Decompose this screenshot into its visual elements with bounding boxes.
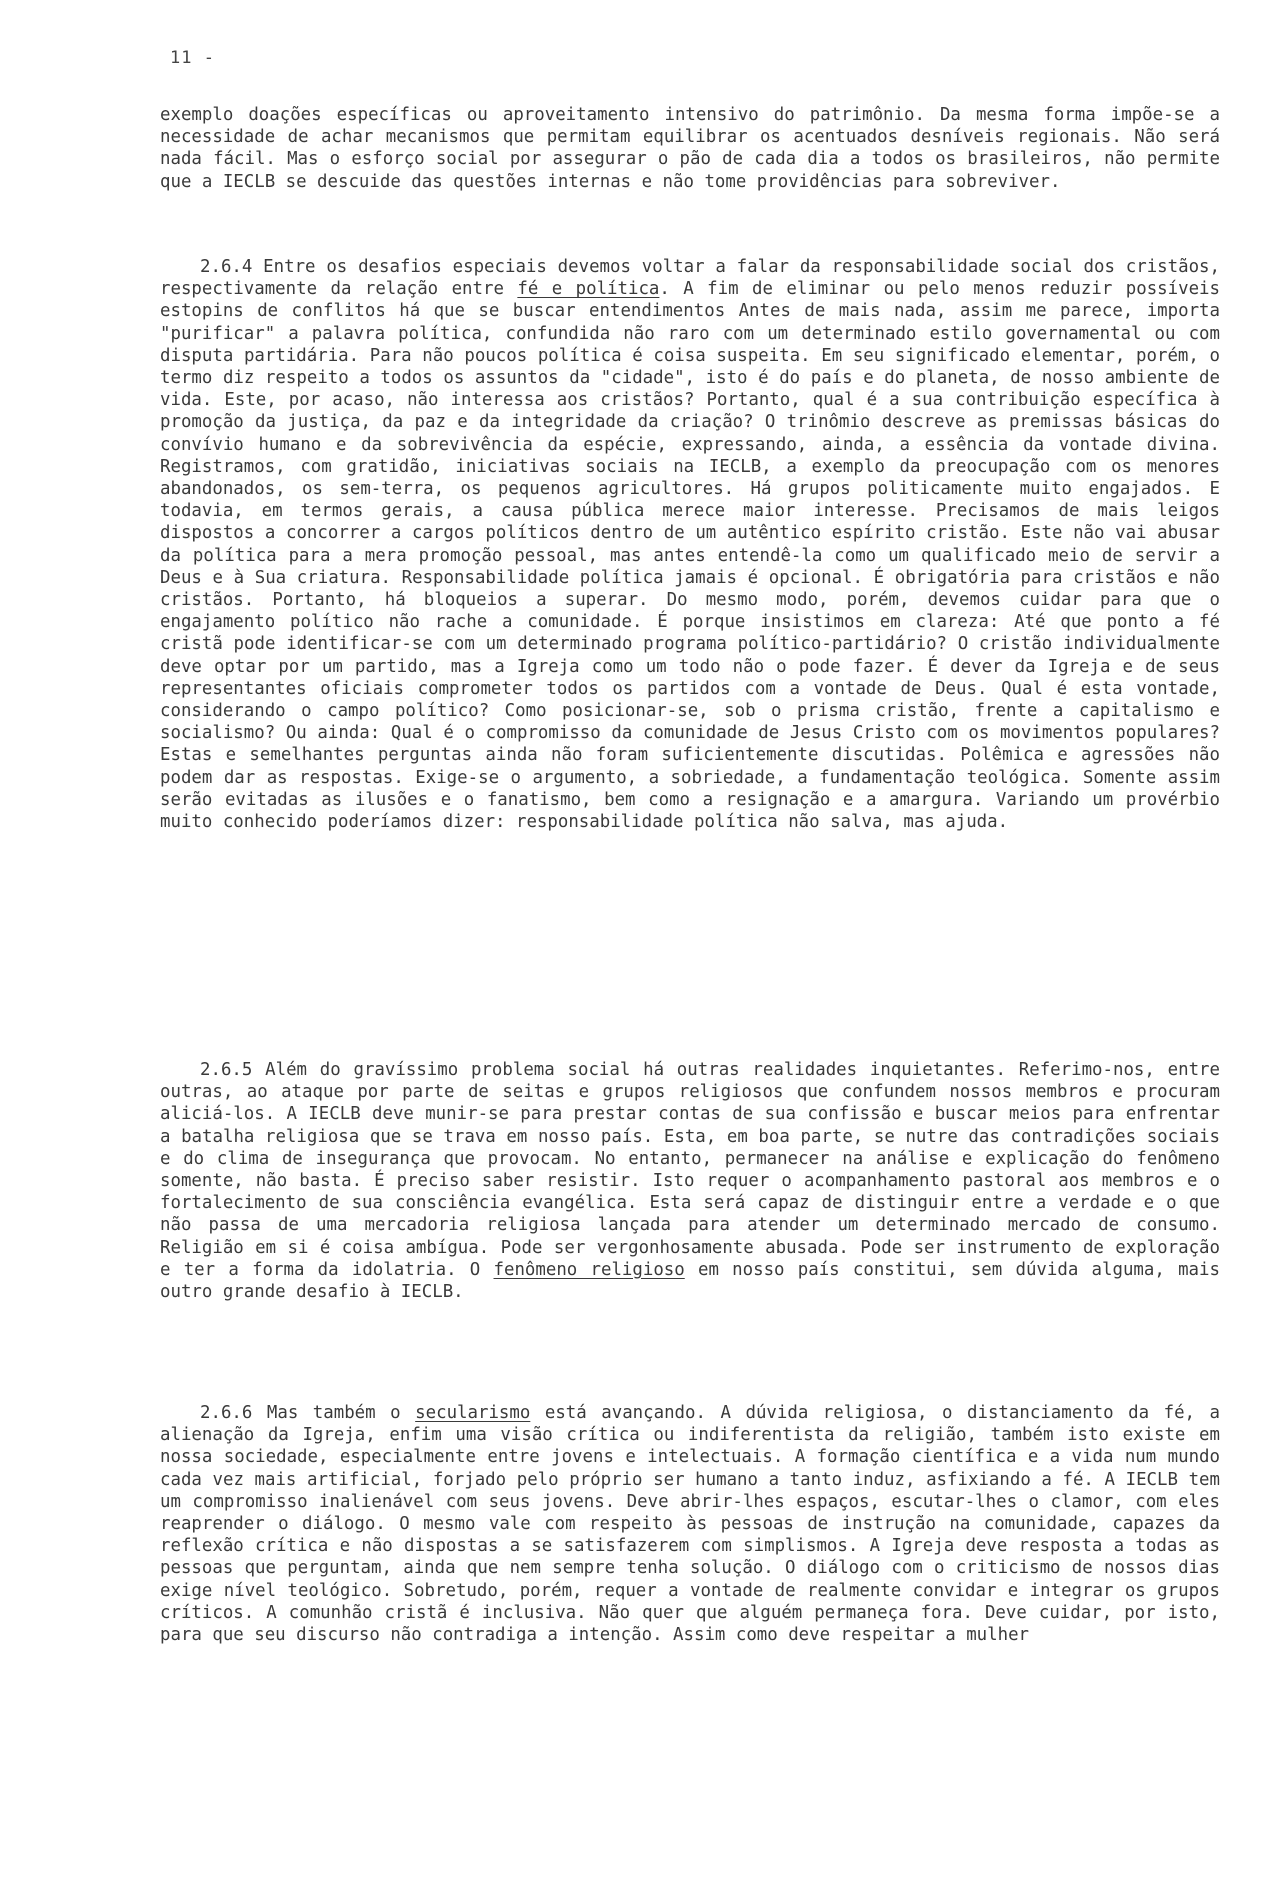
paragraph-4-text-before: 2.6.6 Mas também o — [200, 1403, 416, 1423]
paragraph-2-6-4 — [160, 256, 1220, 833]
underlined-term-secularismo: secularismo — [415, 1403, 531, 1423]
underlined-term-fe-e-politica: fé e política — [517, 279, 660, 300]
paragraph-3-text-after: em nosso país constitui, sem dúvida alguma, mais outro grande desafio à IECLB. — [160, 1259, 1220, 1303]
paragraph-2-6-6 — [160, 1402, 1220, 1646]
paragraph-4-text-after: está avançando. A dúvida religiosa, o distanciamento da fé, a alienação da Igreja, enfim uma visão crítica ou indiferentista da religião, também isto existe em nossa sociedade, especialmente entre jovens e intelectuais. A formação científica e a vida num mundo cada vez mais artificial, forjado pelo próprio ser humano a tanto induz, asfixiando a fé. A IECLB tem um compromisso inalienável com seus jovens. Deve abrir-lhes espaços, escutar-lhes o clamor, com eles reaprender o diálogo. O mesmo vale com respeito às pessoas de instrução na comunidade, capazes da reflexão crítica e não dispostas a se satisfazerem com simplismos. A Igreja deve resposta a todas as pessoas que perguntam, ainda que nem sempre tenha solução. O diálogo com o criticismo de nossos dias exige nível teológico. Sobretudo, porém, requer a vontade de realmente convidar e integrar os grupos críticos. A comunhão cristã é inclusiva. Não quer que alguém permaneça fora. Deve cuidar, por isto, para que seu discurso não contradiga a intenção. Assim como deve respeitar a mulher — [160, 1403, 1220, 1646]
paragraph-2-text-before: 2.6.4 Entre os desafios especiais devemos voltar a falar da responsabilidade social dos cristãos, respectivamente da relação entre — [160, 257, 1220, 300]
page-number: 11 - — [170, 48, 215, 68]
underlined-term-fenomeno-religioso: fenômeno religioso — [493, 1259, 685, 1280]
paragraph-1 — [160, 104, 1220, 193]
paragraph-2-text-after: . A fim de eliminar ou pelo menos reduzir possíveis estopins de conflitos há que se buscar entendimentos Antes de mais nada, assim me parece, importa "purificar" a palavra política, confundida não raro com um determinado estilo governamental ou com disputa partidária. Para não poucos política é coisa suspeita. Em seu significado elementar, porém, o termo diz respeito a todos os assuntos da "cidade", isto é do país e do planeta, de nosso ambiente de vida. Este, por acaso, não interessa aos cristãos? Portanto, qual é a sua contribuição específica à promoção da justiça, da paz e da integridade da criação? O trinômio descreve as premissas básicas do convívio humano e da sobrevivência da espécie, expressando, ainda, a essência da vontade divina. Registramos, com gratidão, iniciativas sociais na IECLB, a exemplo da preocupação com os menores abandonados, os sem-terra, os pequenos agricultores. Há grupos politicamente muito engajados. E todavia, em termos gerais, a causa pública merece maior interesse. Precisamos de mais leigos dispostos a concorrer a cargos políticos dentro de um autêntico espírito cristão. Este não vai abusar da política para a mera promoção pessoal, mas antes entendê-la como um qualificado meio de servir a Deus e à Sua criatura. Responsabilidade política jamais é opcional. É obrigatória para cristãos e não cristãos. Portanto, há bloqueios a superar. Do mesmo modo, porém, devemos cuidar para que o engajamento político não rache a comunidade. É porque insistimos em clareza: Até que ponto a fé cristã pode identificar-se com um determinado programa político-partidário? O cristão individualmente deve optar por um partido, mas a Igreja como um todo não o pode fazer. É dever da Igreja e de seus representantes oficiais comprometer todos os partidos com a vontade de Deus. Qual é esta vontade, considerando o campo político? Como posicionar-se, sob o prisma cristão, frente a capitalismo e socialismo? Ou ainda: Qual é o compromisso da comunidade de Jesus Cristo com os movimentos populares? Estas e semelhantes perguntas ainda não foram suficientemente discutidas. Polêmica e agressões não podem dar as respostas. Exige-se o argumento, a sobriedade, a fundamentação teológica. Somente assim serão evitadas as ilusões e o fanatismo, bem como a resignação e a amargura. Variando um provérbio muito conhecido poderíamos dizer: responsabilidade política não salva, mas ajuda. — [160, 279, 1220, 833]
paragraph-2-6-5 — [160, 1059, 1220, 1303]
paragraph-1-text: exemplo doações específicas ou aproveitamento intensivo do patrimônio. Da mesma forma impõe-se a necessidade de achar mecanismos que permitam equilibrar os acentuados desníveis regionais. Não será nada fácil. Mas o esforço social por assegurar o pão de cada dia a todos os brasileiros, não permite que a IECLB se descuide das questões internas e não tome providências para sobreviver. — [160, 105, 1220, 192]
paragraph-3-text-before: 2.6.5 Além do gravíssimo problema social há outras realidades inquietantes. Referimo-nos, entre outras, ao ataque por parte de seitas e grupos religiosos que confundem nossos membros e procuram aliciá-los. A IECLB deve munir-se para prestar contas de sua confissão e buscar meios para enfrentar a batalha religiosa que se trava em nosso país. Esta, em boa parte, se nutre das contradições sociais e do clima de insegurança que provocam. No entanto, permanecer na análise e explicação do fenômeno somente, não basta. É preciso saber resistir. Isto requer o acompanhamento pastoral aos membros e o fortalecimento de sua consciência evangélica. Esta será capaz de distinguir entre a verdade e o que não passa de uma mercadoria religiosa lançada para atender um determinado mercado de consumo. Religião em si é coisa ambígua. Pode ser vergonhosamente abusada. Pode ser instrumento de exploração e ter a forma da idolatria. O — [160, 1060, 1220, 1280]
